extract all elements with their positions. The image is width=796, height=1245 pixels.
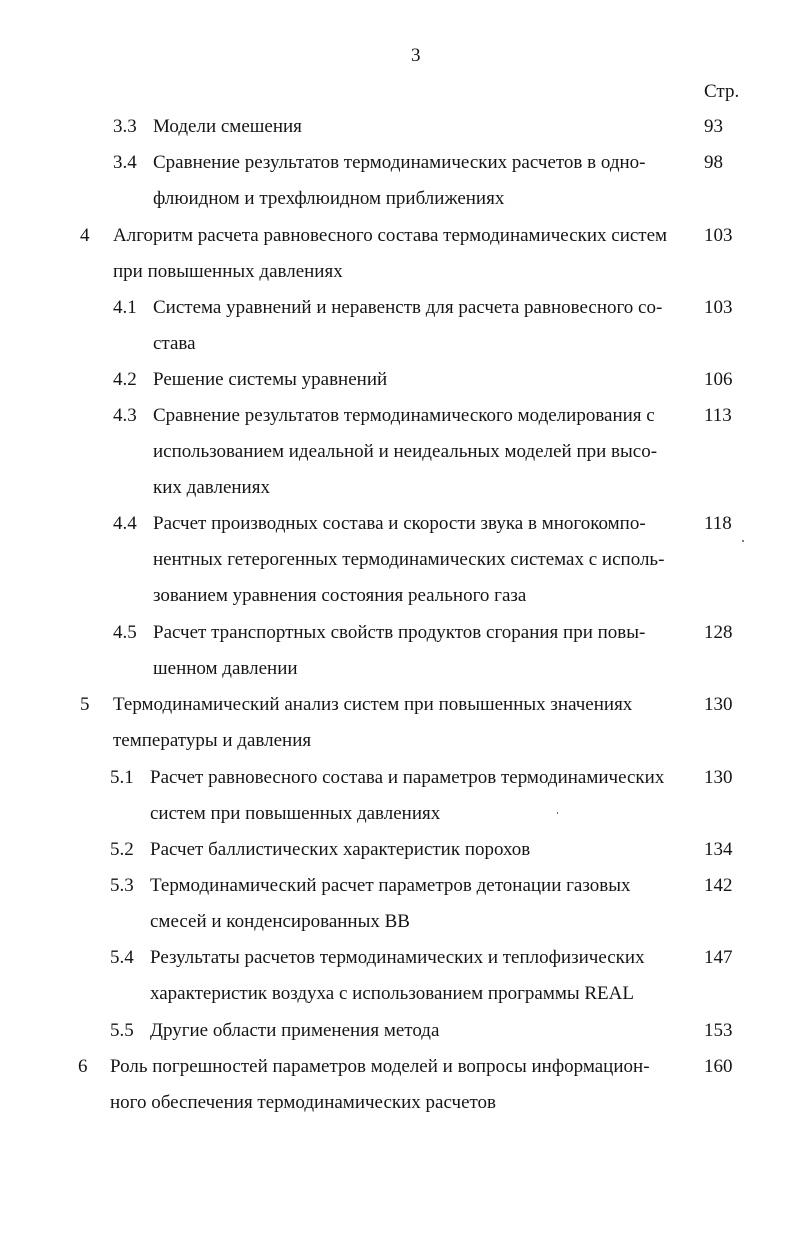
toc-entry-title-line: Система уравнений и неравенств для расчета равновесного со- xyxy=(153,297,663,318)
toc-entry-title-line: зованием уравнения состояния реального газа xyxy=(153,585,527,607)
toc-entry-title-line: Сравнение результатов термодинамических расчетов в одно- xyxy=(153,152,646,173)
toc-entry-title-line: температуры и давления xyxy=(113,730,312,752)
toc-entry-title-line: при повышенных давлениях xyxy=(113,261,343,283)
toc-entry-number: 4.4 xyxy=(113,513,137,534)
toc-entry-number: 3.3 xyxy=(113,116,137,137)
toc-entry-number: 4.5 xyxy=(113,622,137,643)
toc-entry-title-line: Расчет производных состава и скорости звука в многокомпо- xyxy=(153,513,646,534)
toc-entry-title-line: Термодинамический анализ систем при повышенных значениях xyxy=(113,694,633,715)
toc-entry-number: 5.5 xyxy=(110,1020,134,1041)
toc-entry-title-line: ких давлениях xyxy=(153,477,270,499)
toc-entry-page: 103 xyxy=(704,225,733,246)
toc-entry-page: 130 xyxy=(704,767,733,788)
toc-entry-page: 130 xyxy=(704,694,733,715)
toc-entry-title-line: систем при повышенных давлениях xyxy=(150,803,441,825)
toc-entry-title-line: Другие области применения метода xyxy=(150,1020,440,1041)
scan-speck xyxy=(742,540,744,542)
toc-entry-title-line: Алгоритм расчета равновесного состава термодинамических систем xyxy=(113,225,668,246)
toc-entry-title-line: Сравнение результатов термодинамического моделирования с xyxy=(153,405,655,426)
toc-entry-title-line: характеристик воздуха с использованием программы REAL xyxy=(150,983,634,1005)
toc-entry-page: 118 xyxy=(704,513,732,534)
toc-entry-title-line: использованием идеальной и неидеальных моделей при высо- xyxy=(153,441,658,463)
toc-entry-page: 128 xyxy=(704,622,733,643)
toc-entry-title-line: смесей и конденсированных ВВ xyxy=(150,911,410,933)
toc-entry-title-line: ного обеспечения термодинамических расчетов xyxy=(110,1092,497,1114)
toc-entry-number: 5.2 xyxy=(110,839,134,860)
toc-entry-number: 6 xyxy=(78,1056,88,1077)
toc-entry-page: 153 xyxy=(704,1020,733,1041)
toc-entry-title-line: Расчет равновесного состава и параметров термодинамических xyxy=(150,767,665,788)
toc-entry-number: 3.4 xyxy=(113,152,137,173)
toc-entry-number: 4.2 xyxy=(113,369,137,390)
toc-entry-page: 113 xyxy=(704,405,732,426)
toc-entry-page: 93 xyxy=(704,116,723,137)
toc-entry-page: 134 xyxy=(704,839,733,860)
toc-entry-page: 103 xyxy=(704,297,733,318)
toc-entry-title-line: Роль погрешностей параметров моделей и вопросы информацион- xyxy=(110,1056,650,1077)
toc-entry-title-line: нентных гетерогенных термодинамических системах с исполь- xyxy=(153,549,665,571)
toc-entry-page: 106 xyxy=(704,369,733,390)
toc-entry-page: 142 xyxy=(704,875,733,896)
toc-entry-title-line: Решение системы уравнений xyxy=(153,369,388,390)
page-number: 3 xyxy=(411,45,421,66)
toc-entry-number: 4.3 xyxy=(113,405,137,426)
toc-entry-number: 4.1 xyxy=(113,297,137,318)
toc-entry-number: 4 xyxy=(80,225,90,246)
toc-entry-number: 5 xyxy=(80,694,90,715)
page-column-header: Стр. xyxy=(704,81,740,102)
toc-entry-title-line: флюидном и трехфлюидном приближениях xyxy=(153,188,505,210)
toc-entry-title-line: Расчет транспортных свойств продуктов сгорания при повы- xyxy=(153,622,646,643)
toc-entry-page: 98 xyxy=(704,152,723,173)
toc-entry-title-line: шенном давлении xyxy=(153,658,298,680)
toc-entry-page: 160 xyxy=(704,1056,733,1077)
toc-entry-number: 5.3 xyxy=(110,875,134,896)
toc-entry-page: 147 xyxy=(704,947,733,968)
toc-entry-title-line: Расчет баллистических характеристик порохов xyxy=(150,839,531,860)
toc-entry-title-line: става xyxy=(153,333,196,355)
toc-entry-title-line: Модели смешения xyxy=(153,116,302,137)
toc-entry-number: 5.1 xyxy=(110,767,134,788)
toc-entry-title-line: Термодинамический расчет параметров детонации газовых xyxy=(150,875,631,896)
toc-entry-number: 5.4 xyxy=(110,947,134,968)
toc-entry-title-line: Результаты расчетов термодинамических и теплофизических xyxy=(150,947,645,968)
scan-speck xyxy=(557,812,558,814)
